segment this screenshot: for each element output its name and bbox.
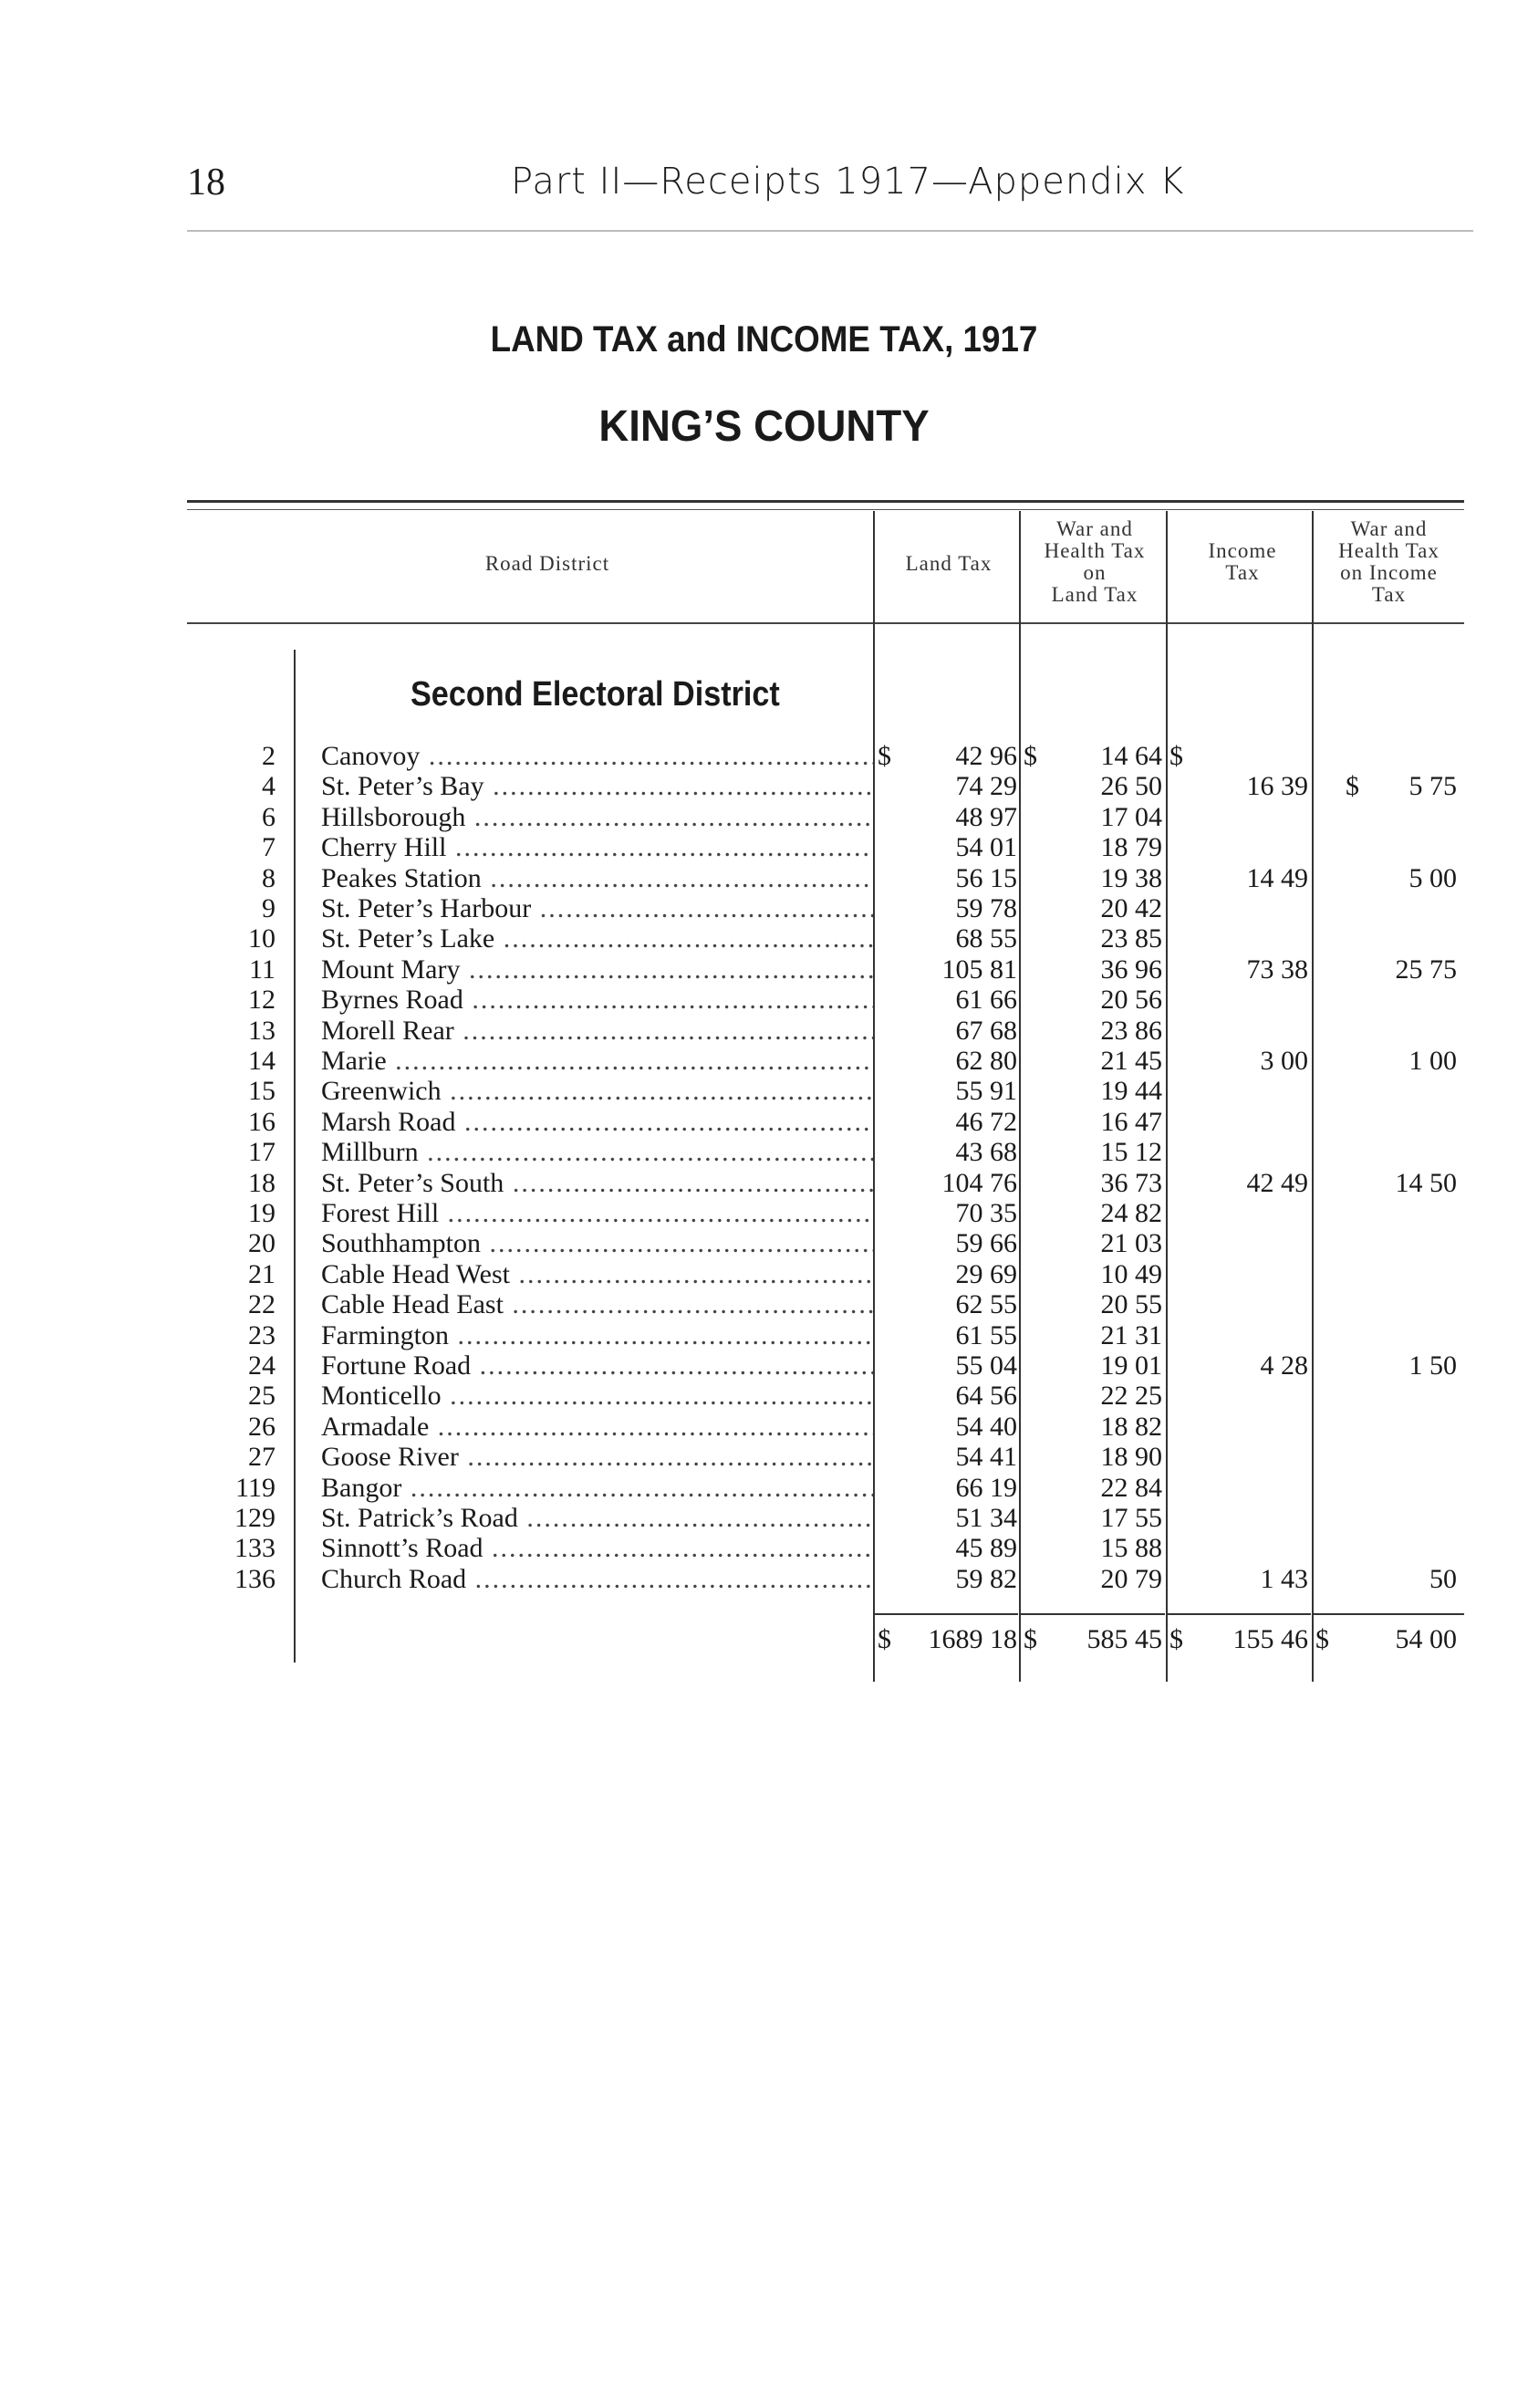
- road-district-name: Forest Hill .....: [321, 1198, 873, 1228]
- land-tax-value: 70 35: [955, 1198, 1017, 1228]
- road-district-number: 14: [248, 1046, 275, 1076]
- road-district-number: 27: [248, 1442, 275, 1473]
- land-tax-value: 54 41: [955, 1442, 1017, 1473]
- road-district-name: Cable Head West .....: [321, 1259, 873, 1289]
- war-land-tax-value: 24 82: [1100, 1198, 1162, 1228]
- war-land-tax-value: 18 90: [1100, 1442, 1162, 1473]
- war-land-tax-value: 17 04: [1100, 801, 1162, 832]
- table-row: [0, 802, 1528, 832]
- total-land-tax: 1689 18: [928, 1624, 1017, 1654]
- totals-rule: [1167, 1613, 1311, 1615]
- total-war-land-tax: 585 45: [1086, 1624, 1162, 1654]
- road-district-name: Cable Head East .....: [321, 1289, 873, 1319]
- land-tax-value: 54 40: [955, 1411, 1017, 1442]
- page-number: 18: [187, 162, 225, 203]
- income-tax-value: 14 49: [1246, 862, 1308, 893]
- road-district-name: Greenwich .....: [321, 1076, 873, 1106]
- war-income-tax-value: 25 75: [1395, 954, 1457, 985]
- land-tax-value: 74 29: [955, 771, 1017, 802]
- table-row: [0, 1442, 1528, 1472]
- road-district-number: 23: [248, 1319, 275, 1350]
- road-district-name: Byrnes Road .....: [321, 985, 873, 1015]
- header-income-tax: [1169, 540, 1315, 584]
- road-district-number: 26: [248, 1411, 275, 1442]
- totals-row: [0, 1624, 1528, 1654]
- header-line: Income: [1208, 539, 1277, 562]
- war-land-tax-value: 20 42: [1100, 893, 1162, 923]
- road-district-number: 16: [248, 1106, 275, 1137]
- total-war-income-tax: 54 00: [1395, 1624, 1457, 1654]
- table-row: [0, 1533, 1528, 1563]
- road-district-number: 22: [248, 1289, 275, 1320]
- header-line: Health Tax: [1044, 539, 1146, 562]
- road-district-name: Southhampton .....: [321, 1228, 873, 1258]
- income-tax-value: 1 43: [1260, 1563, 1308, 1594]
- war-income-tax-value: 5 75: [1408, 771, 1457, 802]
- land-tax-value: 43 68: [955, 1137, 1017, 1168]
- header-land-tax: Land Tax: [905, 552, 993, 575]
- war-income-tax-value: 1 50: [1408, 1350, 1457, 1381]
- table-row: [0, 1564, 1528, 1594]
- table-row: [0, 832, 1528, 862]
- running-head: Part II—Receipts 1917—Appendix K: [511, 161, 1185, 203]
- road-district-number: 7: [262, 832, 275, 863]
- land-tax-value: 67 68: [955, 1015, 1017, 1046]
- war-land-tax-value: 23 85: [1100, 923, 1162, 954]
- war-land-tax-value: 21 45: [1100, 1046, 1162, 1076]
- road-district-name: Marsh Road .....: [321, 1107, 873, 1137]
- income-tax-value: 16 39: [1246, 771, 1308, 802]
- currency-symbol: $: [1024, 741, 1037, 771]
- table-row: [0, 1168, 1528, 1198]
- table-row: [0, 1107, 1528, 1137]
- war-income-tax-value: 50: [1429, 1563, 1457, 1594]
- table-row: [0, 1289, 1528, 1319]
- currency-symbol: $: [1169, 741, 1183, 771]
- road-district-number: 2: [262, 741, 275, 771]
- table-row: [0, 1473, 1528, 1503]
- table-row: [0, 1503, 1528, 1533]
- war-land-tax-value: 15 12: [1100, 1137, 1162, 1168]
- war-land-tax-value: 22 84: [1100, 1472, 1162, 1503]
- land-tax-value: 55 04: [955, 1350, 1017, 1381]
- header-road-district: Road District: [484, 552, 610, 575]
- land-tax-value: 61 66: [955, 985, 1017, 1016]
- page-subtitle: KING’S COUNTY: [598, 402, 930, 451]
- header-line: War and: [1056, 517, 1133, 540]
- road-district-name: Hillsborough .....: [321, 802, 873, 832]
- table-row: [0, 1016, 1528, 1046]
- road-district-number: 119: [235, 1472, 275, 1503]
- road-district-number: 9: [262, 893, 275, 923]
- header-line: on Income: [1340, 561, 1438, 584]
- war-land-tax-value: 20 79: [1100, 1563, 1162, 1594]
- war-land-tax-value: 17 55: [1100, 1503, 1162, 1533]
- road-district-name: Sinnott’s Road .....: [321, 1533, 873, 1563]
- land-tax-value: 62 80: [955, 1046, 1017, 1076]
- table-row: [0, 1076, 1528, 1106]
- land-tax-value: 59 82: [955, 1563, 1017, 1594]
- table-top-rule: [187, 500, 1464, 503]
- road-district-name: Armadale .....: [321, 1412, 873, 1442]
- road-district-name: Canovoy .....: [321, 741, 873, 771]
- table-row: [0, 923, 1528, 954]
- war-land-tax-value: 14 64: [1100, 741, 1162, 771]
- total-income-tax: 155 46: [1232, 1624, 1308, 1654]
- land-tax-value: 54 01: [955, 832, 1017, 863]
- table-row: [0, 1412, 1528, 1442]
- header-war-income-tax: [1314, 518, 1464, 606]
- road-district-number: 12: [248, 985, 275, 1016]
- land-tax-value: 56 15: [955, 862, 1017, 893]
- land-tax-value: 42 96: [955, 741, 1017, 771]
- road-district-number: 6: [262, 801, 275, 832]
- land-tax-value: 61 55: [955, 1319, 1017, 1350]
- land-tax-value: 68 55: [955, 923, 1017, 954]
- war-land-tax-value: 19 38: [1100, 862, 1162, 893]
- header-line: Tax: [1371, 583, 1407, 606]
- road-district-number: 129: [234, 1503, 275, 1533]
- table-row: [0, 985, 1528, 1015]
- war-land-tax-value: 10 49: [1100, 1258, 1162, 1289]
- road-district-number: 19: [248, 1198, 275, 1228]
- table-row: [0, 1228, 1528, 1258]
- land-tax-value: 48 97: [955, 801, 1017, 832]
- currency-symbol: $: [1346, 771, 1359, 802]
- road-district-name: Morell Rear .....: [321, 1016, 873, 1046]
- header-line: Land Tax: [1051, 583, 1138, 606]
- income-tax-value: 3 00: [1260, 1046, 1308, 1076]
- war-land-tax-value: 23 86: [1100, 1015, 1162, 1046]
- table-top-rule-thin: [187, 509, 1464, 510]
- table-row: [0, 741, 1528, 771]
- header-line: on: [1083, 561, 1107, 584]
- table-row: [0, 863, 1528, 893]
- currency-symbol: $: [878, 1624, 891, 1654]
- road-district-name: Marie .....: [321, 1046, 873, 1076]
- war-land-tax-value: 21 31: [1100, 1319, 1162, 1350]
- war-land-tax-value: 36 96: [1100, 954, 1162, 985]
- road-district-name: Fortune Road .....: [321, 1350, 873, 1381]
- header-line: Health Tax: [1338, 539, 1440, 562]
- table-row: [0, 954, 1528, 985]
- currency-symbol: $: [1024, 1624, 1037, 1654]
- war-income-tax-value: 14 50: [1395, 1167, 1457, 1198]
- land-tax-value: 29 69: [955, 1258, 1017, 1289]
- war-land-tax-value: 22 25: [1100, 1381, 1162, 1412]
- income-tax-value: 4 28: [1260, 1350, 1308, 1381]
- land-tax-value: 55 91: [955, 1076, 1017, 1107]
- land-tax-value: 59 78: [955, 893, 1017, 923]
- page-title: LAND TAX and INCOME TAX, 1917: [490, 319, 1038, 360]
- table-row: [0, 1350, 1528, 1381]
- road-district-name: St. Peter’s Bay .....: [321, 771, 873, 801]
- land-tax-value: 66 19: [955, 1472, 1017, 1503]
- header-line: Tax: [1225, 561, 1260, 584]
- road-district-name: Peakes Station .....: [321, 863, 873, 893]
- totals-rule: [1020, 1613, 1165, 1615]
- war-land-tax-value: 19 01: [1100, 1350, 1162, 1381]
- road-district-number: 24: [248, 1350, 275, 1381]
- road-district-name: Millburn .....: [321, 1137, 873, 1167]
- road-district-number: 133: [234, 1533, 275, 1564]
- road-district-number: 18: [248, 1167, 275, 1198]
- road-district-number: 17: [248, 1137, 275, 1168]
- road-district-name: Mount Mary .....: [321, 954, 873, 985]
- road-district-name: Bangor .....: [321, 1473, 873, 1503]
- road-district-name: St. Patrick’s Road .....: [321, 1503, 873, 1533]
- road-district-number: 10: [248, 923, 275, 954]
- road-district-number: 15: [248, 1076, 275, 1107]
- war-land-tax-value: 18 82: [1100, 1411, 1162, 1442]
- road-district-name: Farmington .....: [321, 1320, 873, 1350]
- income-tax-value: 42 49: [1246, 1167, 1308, 1198]
- land-tax-value: 104 76: [941, 1167, 1017, 1198]
- land-tax-value: 46 72: [955, 1106, 1017, 1137]
- war-land-tax-value: 19 44: [1100, 1076, 1162, 1107]
- header-rule: [187, 230, 1473, 232]
- table-header-rule: [187, 622, 1464, 624]
- war-income-tax-value: 1 00: [1408, 1046, 1457, 1076]
- currency-symbol: $: [878, 741, 891, 771]
- land-tax-value: 105 81: [941, 954, 1017, 985]
- road-district-number: 11: [249, 954, 275, 985]
- war-land-tax-value: 21 03: [1100, 1228, 1162, 1259]
- war-land-tax-value: 36 73: [1100, 1167, 1162, 1198]
- road-district-name: St. Peter’s Lake .....: [321, 923, 873, 954]
- road-district-name: St. Peter’s South .....: [321, 1168, 873, 1198]
- totals-rule: [874, 1613, 1018, 1615]
- header-line: War and: [1350, 517, 1428, 540]
- war-land-tax-value: 26 50: [1100, 771, 1162, 802]
- section-heading: Second Electoral District: [411, 675, 780, 714]
- income-tax-value: 73 38: [1246, 954, 1308, 985]
- road-district-name: Goose River .....: [321, 1442, 873, 1472]
- war-land-tax-value: 18 79: [1100, 832, 1162, 863]
- table-row: [0, 893, 1528, 923]
- war-income-tax-value: 5 00: [1408, 862, 1457, 893]
- war-land-tax-value: 15 88: [1100, 1533, 1162, 1564]
- road-district-number: 136: [234, 1563, 275, 1594]
- road-district-number: 4: [262, 771, 275, 802]
- table-row: [0, 1259, 1528, 1289]
- table-row: [0, 1046, 1528, 1076]
- header-war-land-tax: [1022, 518, 1168, 606]
- currency-symbol: $: [1169, 1624, 1183, 1654]
- road-district-number: 8: [262, 862, 275, 893]
- road-district-number: 21: [248, 1258, 275, 1289]
- land-tax-value: 59 66: [955, 1228, 1017, 1259]
- war-land-tax-value: 16 47: [1100, 1106, 1162, 1137]
- road-district-number: 13: [248, 1015, 275, 1046]
- currency-symbol: $: [1315, 1624, 1329, 1654]
- war-land-tax-value: 20 56: [1100, 985, 1162, 1016]
- road-district-name: Church Road .....: [321, 1564, 873, 1594]
- land-tax-value: 64 56: [955, 1381, 1017, 1412]
- land-tax-value: 51 34: [955, 1503, 1017, 1533]
- table-row: [0, 1137, 1528, 1167]
- war-land-tax-value: 20 55: [1100, 1289, 1162, 1320]
- road-district-name: Cherry Hill .....: [321, 832, 873, 862]
- road-district-name: Monticello .....: [321, 1381, 873, 1411]
- totals-rule: [1313, 1613, 1464, 1615]
- land-tax-value: 62 55: [955, 1289, 1017, 1320]
- land-tax-value: 45 89: [955, 1533, 1017, 1564]
- table-row: [0, 1320, 1528, 1350]
- table-row: [0, 1381, 1528, 1411]
- road-district-number: 25: [248, 1381, 275, 1412]
- road-district-name: St. Peter’s Harbour .....: [321, 893, 873, 923]
- road-district-number: 20: [248, 1228, 275, 1259]
- table-row: [0, 771, 1528, 801]
- table-row: [0, 1198, 1528, 1228]
